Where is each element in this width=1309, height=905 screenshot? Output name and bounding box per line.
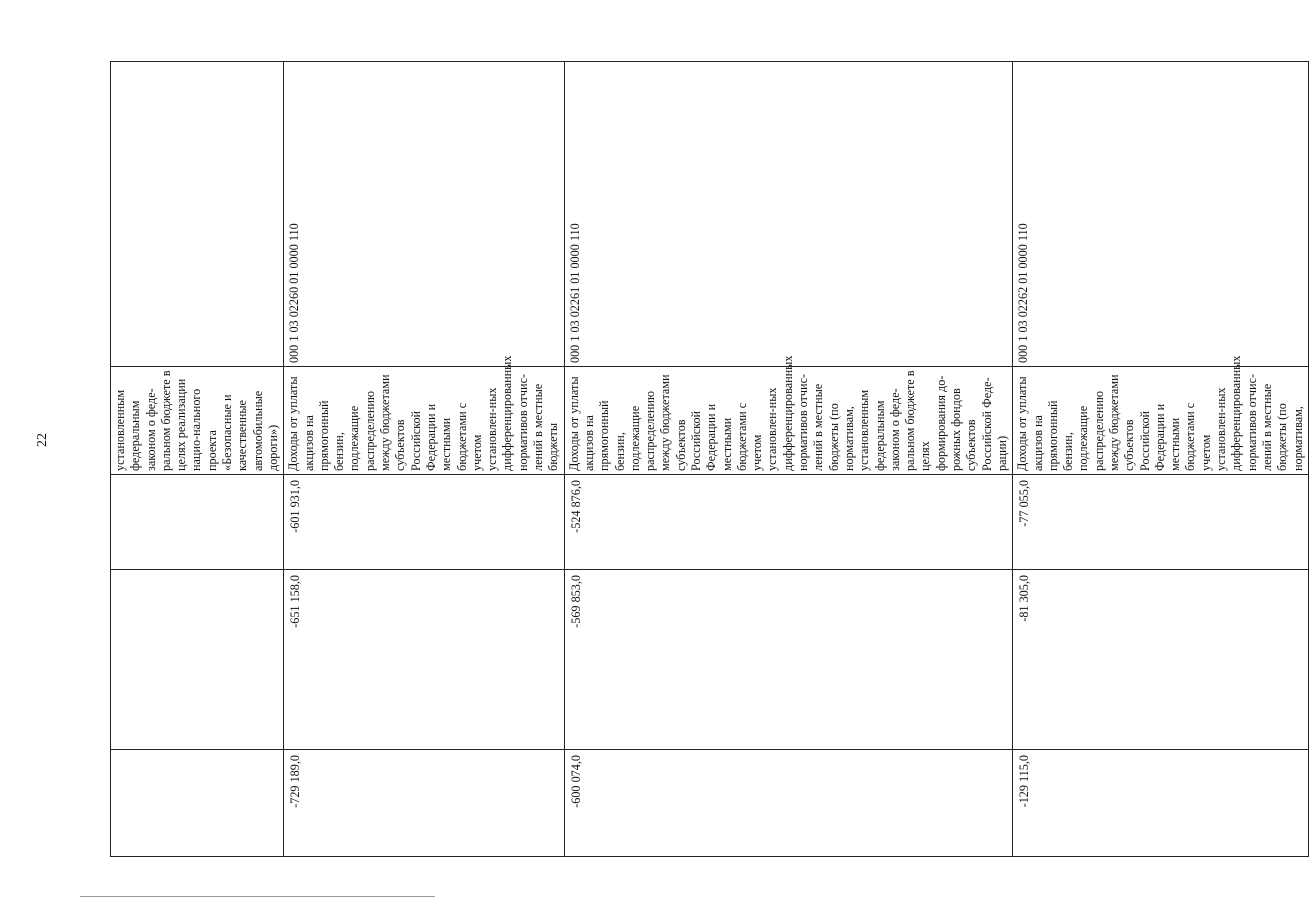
description-cell: установленным федеральным законом о феде-ральном бюджете в целях реализации нацио-нального проекта «Безопасные и качественные автомобильные дороги») <box>111 367 284 475</box>
description-cell: Доходы от уплаты акцизов на прямогонный бензин, подлежащие распределению между бюджетами субъектов Российской Федерации и местными бюджетами с учетом установлен-ных дифференцированных нормативов отчис-лений в местные бюджеты <box>284 367 564 475</box>
page-number: 22 <box>35 433 50 447</box>
budget-table <box>110 61 1309 857</box>
table-row <box>564 62 1013 857</box>
value-cell-1 <box>111 475 284 570</box>
value-cell-2: -81 305,0 <box>1013 570 1309 750</box>
value-cell-2 <box>111 570 284 750</box>
value-cell-1: -77 055,0 <box>1013 475 1309 570</box>
code-cell: 000 1 03 02260 01 0000 110 <box>284 62 564 367</box>
table-row <box>1013 62 1309 857</box>
description-cell: Доходы от уплаты акцизов на прямогонный бензин, подлежащие распределению между бюджетами субъектов Российской Федерации и местными бюджетами с учетом установлен-ных дифференцированных нормативов отчис-лений в местные бюджеты (по нормативам, установленным федеральным законом о феде-ральном бюджете в целях формирования до-рожных фондов субъектов Российской Феде-рации) <box>564 367 1013 475</box>
code-cell: 000 1 03 02261 01 0000 110 <box>564 62 1013 367</box>
value-cell-1: -601 931,0 <box>284 475 564 570</box>
description-cell: Доходы от уплаты акцизов на прямогонный бензин, подлежащие распределению между бюджетами субъектов Российской Федерации и местными бюджетами с учетом установлен-ных дифференцированных нормативов отчис-лений в местные бюджеты (по нормативам, <box>1013 367 1309 475</box>
bottom-divider <box>80 896 435 897</box>
value-cell-3: -729 189,0 <box>284 750 564 857</box>
value-cell-3: -129 115,0 <box>1013 750 1309 857</box>
value-cell-3: -600 074,0 <box>564 750 1013 857</box>
value-cell-1: -524 876,0 <box>564 475 1013 570</box>
table-row <box>284 62 564 857</box>
table-row <box>111 62 284 857</box>
value-cell-2: -651 158,0 <box>284 570 564 750</box>
value-cell-3 <box>111 750 284 857</box>
code-cell: 000 1 03 02262 01 0000 110 <box>1013 62 1309 367</box>
value-cell-2: -569 853,0 <box>564 570 1013 750</box>
code-cell <box>111 62 284 367</box>
